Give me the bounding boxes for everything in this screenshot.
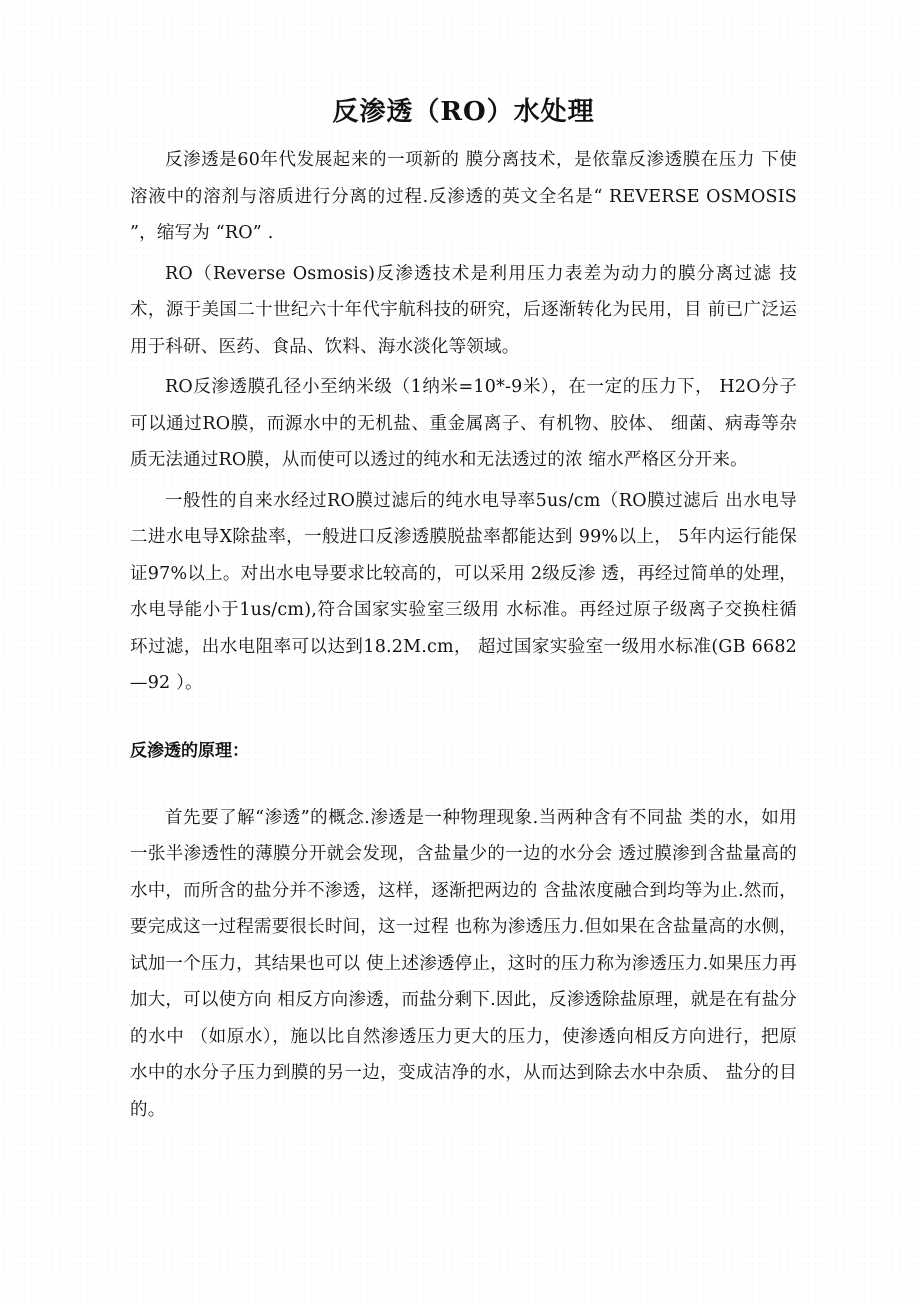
document-title: 反渗透（RO）水处理 [332,97,595,127]
section-heading-principle: 反渗透的原理： [130,740,249,761]
paragraph-principle: 首先要了解“渗透”的概念.渗透是一种物理现象.当两种含有不同盐 类的水，如用一张半渗透性的薄膜分开就会发现，含盐量少的一边的水分会 透过膜渗到含盐量高的水中，而所含的盐分并不渗透，这样，逐渐把两边的 含盐浓度融合到均等为止.然而，要完成这一过程需要很长时间，这一过程 也称为渗透压力.但如果在含盐量高的水侧，试加一个压力，其结果也可以 使上述渗透停止，这时的压力称为渗透压力.如果压力再加大，可以使方向 相反方向渗透，而盐分剩下.因此，反渗透除盐原理，就是在有盐分的水中 （如原水），施以比自然渗透压力更大的压力，使渗透向相反方向进行，把原 水中的水分子压力到膜的另一边，变成洁净的水，从而达到除去水中杂质、 盐分的目的。 [130,807,797,1120]
paragraph-conductivity: 一般性的自来水经过RO膜过滤后的纯水电导率5us/cm（RO膜过滤后 出水电导二进水电导X除盐率，一般进口反渗透膜脱盐率都能达到 99%以上， 5年内运行能保证97%以上。对出水电导要求比较高的，可以采用 2级反渗 透，再经过简单的处理，水电导能小于1us/cm),符合国家实验室三级用 水标准。再经过原子级离子交换柱循环过滤，出水电阻率可以达到18.2M.cm， 超过国家实验室一级用水标准(GB 6682—92 ）。 [130,490,797,693]
paragraph-membrane-pore: RO反渗透膜孔径小至纳米级（1纳米=10*-9米），在一定的压力下， H2O分子可以通过RO膜，而源水中的无机盐、重金属离子、有机物、胶体、 细菌、病毒等杂质无法通过RO膜，从而使可以透过的纯水和无法透过的浓 缩水严格区分开来。 [130,377,797,470]
paragraph-intro: 反渗透是60年代发展起来的一项新的 膜分离技术，是依靠反渗透膜在压力 下使溶液中的溶剂与溶质进行分离的过程.反渗透的英文全名是“ REVERSE OSMOSIS ”，缩写为 “RO” . [130,150,797,243]
paragraph-ro-technology: RO（Reverse Osmosis)反渗透技术是利用压力表差为动力的膜分离过滤 技术，源于美国二十世纪六十年代宇航科技的研究，后逐渐转化为民用，目 前已广泛运用于科研、医药、食品、饮料、海水淡化等领域。 [130,263,797,357]
